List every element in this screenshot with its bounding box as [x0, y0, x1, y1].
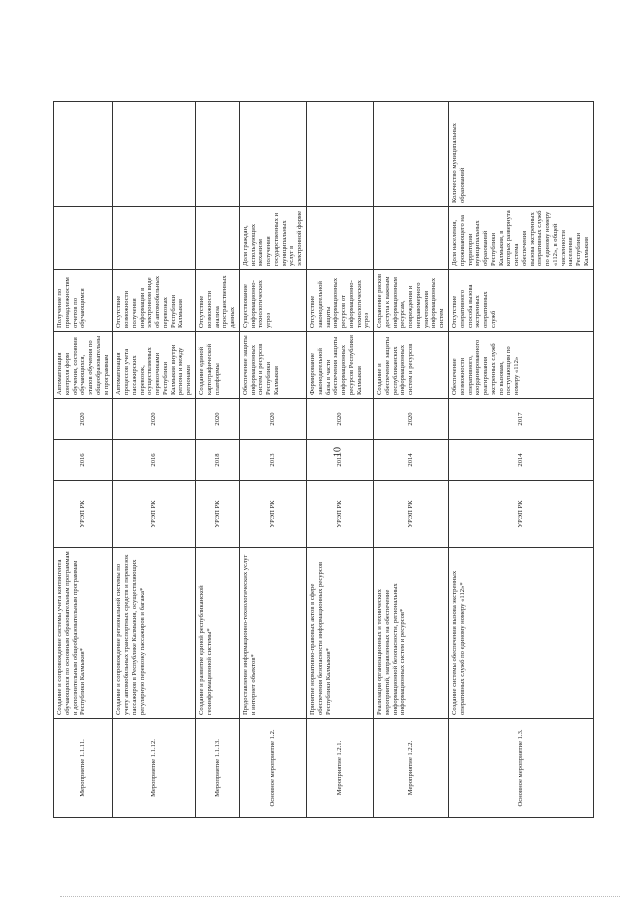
- table-cell: 2013: [239, 440, 306, 481]
- table-cell: [239, 102, 306, 207]
- table-cell: [306, 102, 373, 207]
- table-cell: Обеспечение защиты информационных систем и ресурсов Республики Калмыкия: [239, 332, 306, 399]
- table-cell: 2020: [306, 399, 373, 440]
- table-cell: Мероприятие 1.1.13.: [196, 719, 240, 818]
- table-cell: [113, 102, 196, 207]
- table-cell: Создание и обеспечение защиты республиканских информационных систем и ресурсов: [374, 332, 449, 399]
- table-cell: Реализация организационных и технических мероприятий, направленных на обеспечение информационной безопасности, региональных информационных систем и ресурсов*: [374, 548, 449, 719]
- table-cell: УРЭП РК: [374, 481, 449, 548]
- table-cell: Доля населения, проживающего на территории муниципальных образований Республики Калмыкия, в которых развернута система обеспечения вызова экстренных оперативных служб по единому номеру «112», в общей численности населения Республики Калмыкия: [448, 207, 593, 270]
- table-cell: Мероприятие 1.2.1.: [306, 719, 373, 818]
- table-cell: Основное мероприятие 1.2.: [239, 719, 306, 818]
- table-cell: 2018: [196, 440, 240, 481]
- table-cell: [113, 207, 196, 270]
- table-cell: УРЭП РК: [113, 481, 196, 548]
- table-cell: Мероприятие 1.2.2.: [374, 719, 449, 818]
- table-cell: Мероприятие 1.1.12.: [113, 719, 196, 818]
- table-cell: [196, 207, 240, 270]
- table-cell: УРЭП РК: [306, 481, 373, 548]
- table-cell: Предоставление информационно-технологических услуг и интернет объектов*: [239, 548, 306, 719]
- table-row: [448, 102, 593, 818]
- scan-edge-dots: [60, 896, 620, 899]
- table-cell: [374, 102, 449, 207]
- table-cell: Формирование законодательной базы в части обеспечения защиты информационных ресурсов Республики Калмыкия: [306, 332, 373, 399]
- table-cell: 2017: [448, 399, 593, 440]
- table-cell: 2013: [306, 440, 373, 481]
- table-cell: [196, 102, 240, 207]
- table-cell: Создание и сопровождение системы учета контингента обучающихся по основным образовательным программам и дополнительным общеобразовательным программам Республики Калмыкия*: [54, 548, 113, 719]
- table-cell: 2020: [196, 399, 240, 440]
- table-row: [54, 102, 113, 818]
- table-cell: Отсутствие возможности получения информации в электронном виде об автомобильных перевозках Республики Калмыкия: [113, 270, 196, 332]
- table-cell: Получение по принадлежностям отчетов по обучающимся: [54, 270, 113, 332]
- table-row: [306, 102, 373, 818]
- table-cell: УРЭП РК: [196, 481, 240, 548]
- table-cell: Сохранение рисков доступа к важным информационным ресурсам, повреждения и неправомерного уничтожения информационных систем: [374, 270, 449, 332]
- rotated-table-container: [53, 123, 590, 818]
- table-cell: Отсутствие возможности анализа пространственных данных: [196, 270, 240, 332]
- table-cell: Основное мероприятие 1.3.: [448, 719, 593, 818]
- table-cell: 2014: [374, 440, 449, 481]
- table-cell: УРЭП РК: [54, 481, 113, 548]
- table-cell: УРЭП РК: [448, 481, 593, 548]
- table-cell: Количество муниципальных образований: [448, 102, 593, 207]
- table-row: [374, 102, 449, 818]
- table-cell: Отсутствие оперативного способа вызова экстренных оперативных служб: [448, 270, 593, 332]
- table-cell: Автоматизация процессов учета пассажирских перевозок, осуществляемых перевозчиками Республики Калмыкия внутри региона и между регионами: [113, 332, 196, 399]
- table-row: [239, 102, 306, 818]
- table-cell: Создание и развитие единой республиканской геоинформационной системы*: [196, 548, 240, 719]
- table-cell: Доля граждан, использующих механизм получения государственных и муниципальных услуг в электронной форме: [239, 207, 306, 270]
- table-cell: 2016: [113, 440, 196, 481]
- table-row: [196, 102, 240, 818]
- table-cell: 2020: [113, 399, 196, 440]
- table-cell: Отсутствие законодательной защиты информационных ресурсов от информационно-технологических угроз: [306, 270, 373, 332]
- table-cell: Создание и сопровождение региональной системы по учету автомобильных транспортных средств и перевозок пассажиров в Республике Калмыкия, осуществляющих регулярную перевозку пассажиров и багажа*: [113, 548, 196, 719]
- table-row: [113, 102, 196, 818]
- table-cell: Существование информационно-технологических угроз: [239, 270, 306, 332]
- table-cell: 2016: [54, 440, 113, 481]
- table-cell: Обеспечение возможности оперативного, координированного реагирования экстренных служб по вызовам, поступающим по номеру «112»: [448, 332, 593, 399]
- table-cell: [54, 102, 113, 207]
- table-cell: Создание единой картографической платформы: [196, 332, 240, 399]
- table-cell: 2020: [54, 399, 113, 440]
- table-cell: [374, 207, 449, 270]
- table-cell: 2014: [448, 440, 593, 481]
- table-cell: [54, 207, 113, 270]
- page-number: 10: [332, 447, 344, 457]
- table-cell: Создание системы обеспечения вызова экстренных оперативных служб по единому номеру «112»*: [448, 548, 593, 719]
- table-cell: Принятие нормативно-правовых актов в сфере обеспечения безопасности информационных ресурсов Республики Калмыкия*: [306, 548, 373, 719]
- table-cell: 2020: [239, 399, 306, 440]
- table-cell: 2020: [374, 399, 449, 440]
- table-cell: УРЭП РК: [239, 481, 306, 548]
- table-cell: [306, 207, 373, 270]
- table-cell: Автоматизация контроля форм обучения, состояния обучающихся, этапов обучения по общеобразовательным программам: [54, 332, 113, 399]
- table-cell: Мероприятие 1.1.11.: [54, 719, 113, 818]
- program-measures-table: [53, 101, 594, 818]
